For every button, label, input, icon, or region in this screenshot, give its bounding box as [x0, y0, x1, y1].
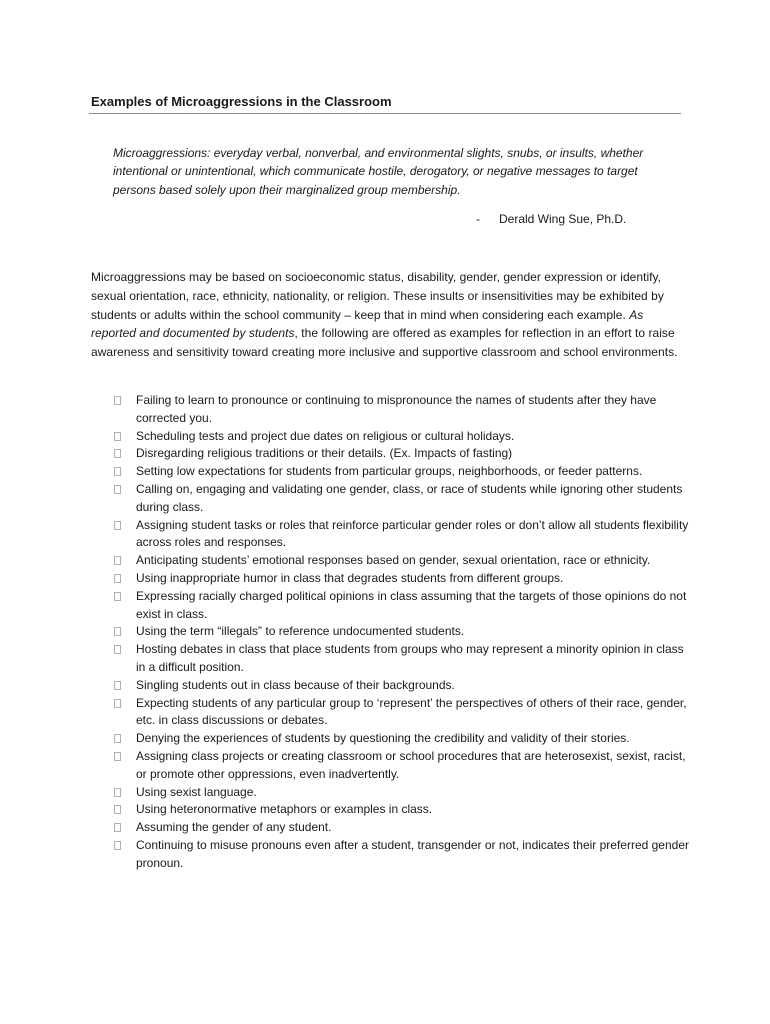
list-item	[112, 641, 692, 677]
list-item-text: Using inappropriate humor in class that degrades students from different groups.	[136, 570, 564, 585]
quote-attribution	[476, 210, 626, 228]
list-item	[112, 677, 692, 695]
bullet-box-icon	[114, 521, 121, 530]
title-underline	[89, 113, 681, 114]
list-item	[112, 570, 692, 588]
document-title: Examples of Microaggressions in the Classroom	[91, 94, 392, 109]
bullet-box-icon	[114, 449, 121, 458]
list-item	[112, 481, 692, 517]
definition-quote: Microaggressions: everyday verbal, nonverbal, and environmental slights, snubs, or insults, whether intentional or unintentional, which communicate hostile, derogatory, or negative messages to target persons based solely upon their marginalized group membership.	[113, 146, 644, 197]
list-item-text: Using heteronormative metaphors or examples in class.	[136, 802, 433, 817]
list-item-text: Disregarding religious traditions or their details. (Ex. Impacts of fasting)	[136, 446, 513, 461]
list-item-text: Setting low expectations for students from particular groups, neighborhoods, or feeder patterns.	[136, 464, 643, 479]
list-item	[112, 428, 692, 446]
list-item-text: Anticipating students’ emotional responses based on gender, sexual orientation, race or ethnicity.	[136, 553, 651, 568]
intro-emphasis: As reported and documented by students	[91, 307, 644, 341]
list-item-text: Failing to learn to pronounce or continuing to mispronounce the names of students after they have corrected you.	[136, 393, 657, 425]
attribution-dash: -	[476, 212, 480, 226]
list-item	[112, 392, 692, 428]
list-item	[112, 588, 692, 624]
bullet-box-icon	[114, 699, 121, 708]
list-item-text: Continuing to misuse pronouns even after a student, transgender or not, indicates their preferred gender pronoun.	[136, 837, 690, 870]
list-item-text: Expressing racially charged political opinions in class assuming that the targets of those opinions do not exist in class.	[136, 588, 687, 621]
list-item-text: Hosting debates in class that place students from groups who may represent a minority opinion in class in a difficult position.	[136, 642, 684, 674]
list-item	[112, 748, 692, 784]
list-item	[112, 784, 692, 802]
bullet-box-icon	[114, 574, 121, 583]
list-item-text: Calling on, engaging and validating one gender, class, or race of students while ignoring other students during class.	[136, 481, 683, 514]
list-item	[112, 445, 692, 463]
list-item	[112, 623, 692, 641]
intro-text-part1: Microaggressions may be based on socioeconomic status, disability, gender, gender expression or identify, sexual orientation, race, ethnicity, nationality, or religion. These insults or insensitivities may be exhibited by students or adults within the school community – keep that in mind when considering each example.	[91, 270, 664, 322]
list-item	[112, 801, 692, 819]
list-item-text: Using sexist language.	[136, 784, 257, 799]
list-item-text: Assuming the gender of any student.	[136, 820, 332, 835]
attribution-author: Derald Wing Sue, Ph.D.	[499, 212, 627, 226]
list-item-text: Assigning student tasks or roles that reinforce particular gender roles or don’t allow all students flexibility across roles and responses.	[136, 517, 689, 550]
bullet-box-icon	[114, 645, 121, 654]
bullet-box-icon	[114, 788, 121, 797]
list-item-text: Singling students out in class because of their backgrounds.	[136, 677, 455, 692]
bullet-box-icon	[114, 841, 121, 850]
list-item	[112, 463, 692, 481]
list-item-text: Assigning class projects or creating classroom or school procedures that are heterosexist, sexist, racist, or promote other oppressions, even inadvertently.	[136, 748, 686, 781]
list-item	[112, 517, 692, 553]
bullet-box-icon	[114, 681, 121, 690]
list-item	[112, 837, 692, 873]
list-item-text: Denying the experiences of students by questioning the credibility and validity of their stories.	[136, 731, 630, 746]
list-item	[112, 819, 692, 837]
bullet-box-icon	[114, 627, 121, 636]
intro-paragraph	[91, 268, 687, 362]
list-item	[112, 730, 692, 748]
bullet-box-icon	[114, 592, 121, 601]
bullet-box-icon	[114, 556, 121, 565]
bullet-box-icon	[114, 467, 121, 476]
bullet-box-icon	[114, 432, 121, 441]
bullet-box-icon	[114, 485, 121, 494]
list-item-text: Using the term “illegals” to reference undocumented students.	[136, 624, 465, 639]
list-item-text: Scheduling tests and project due dates on religious or cultural holidays.	[136, 428, 515, 443]
bullet-box-icon	[114, 752, 121, 761]
list-item	[112, 695, 692, 731]
bullet-box-icon	[114, 396, 121, 405]
list-item-text: Expecting students of any particular group to ‘represent’ the perspectives of others of their race, gender, etc. in class discussions or debates.	[136, 695, 687, 728]
bullet-box-icon	[114, 823, 121, 832]
list-item	[112, 552, 692, 570]
intro-text-part2: , the following are offered as examples for reflection in an effort to raise awareness and sensitivity toward creating more inclusive and supportive classroom and school environments.	[91, 326, 678, 360]
bullet-box-icon	[114, 805, 121, 814]
examples-list	[112, 392, 692, 873]
bullet-box-icon	[114, 734, 121, 743]
